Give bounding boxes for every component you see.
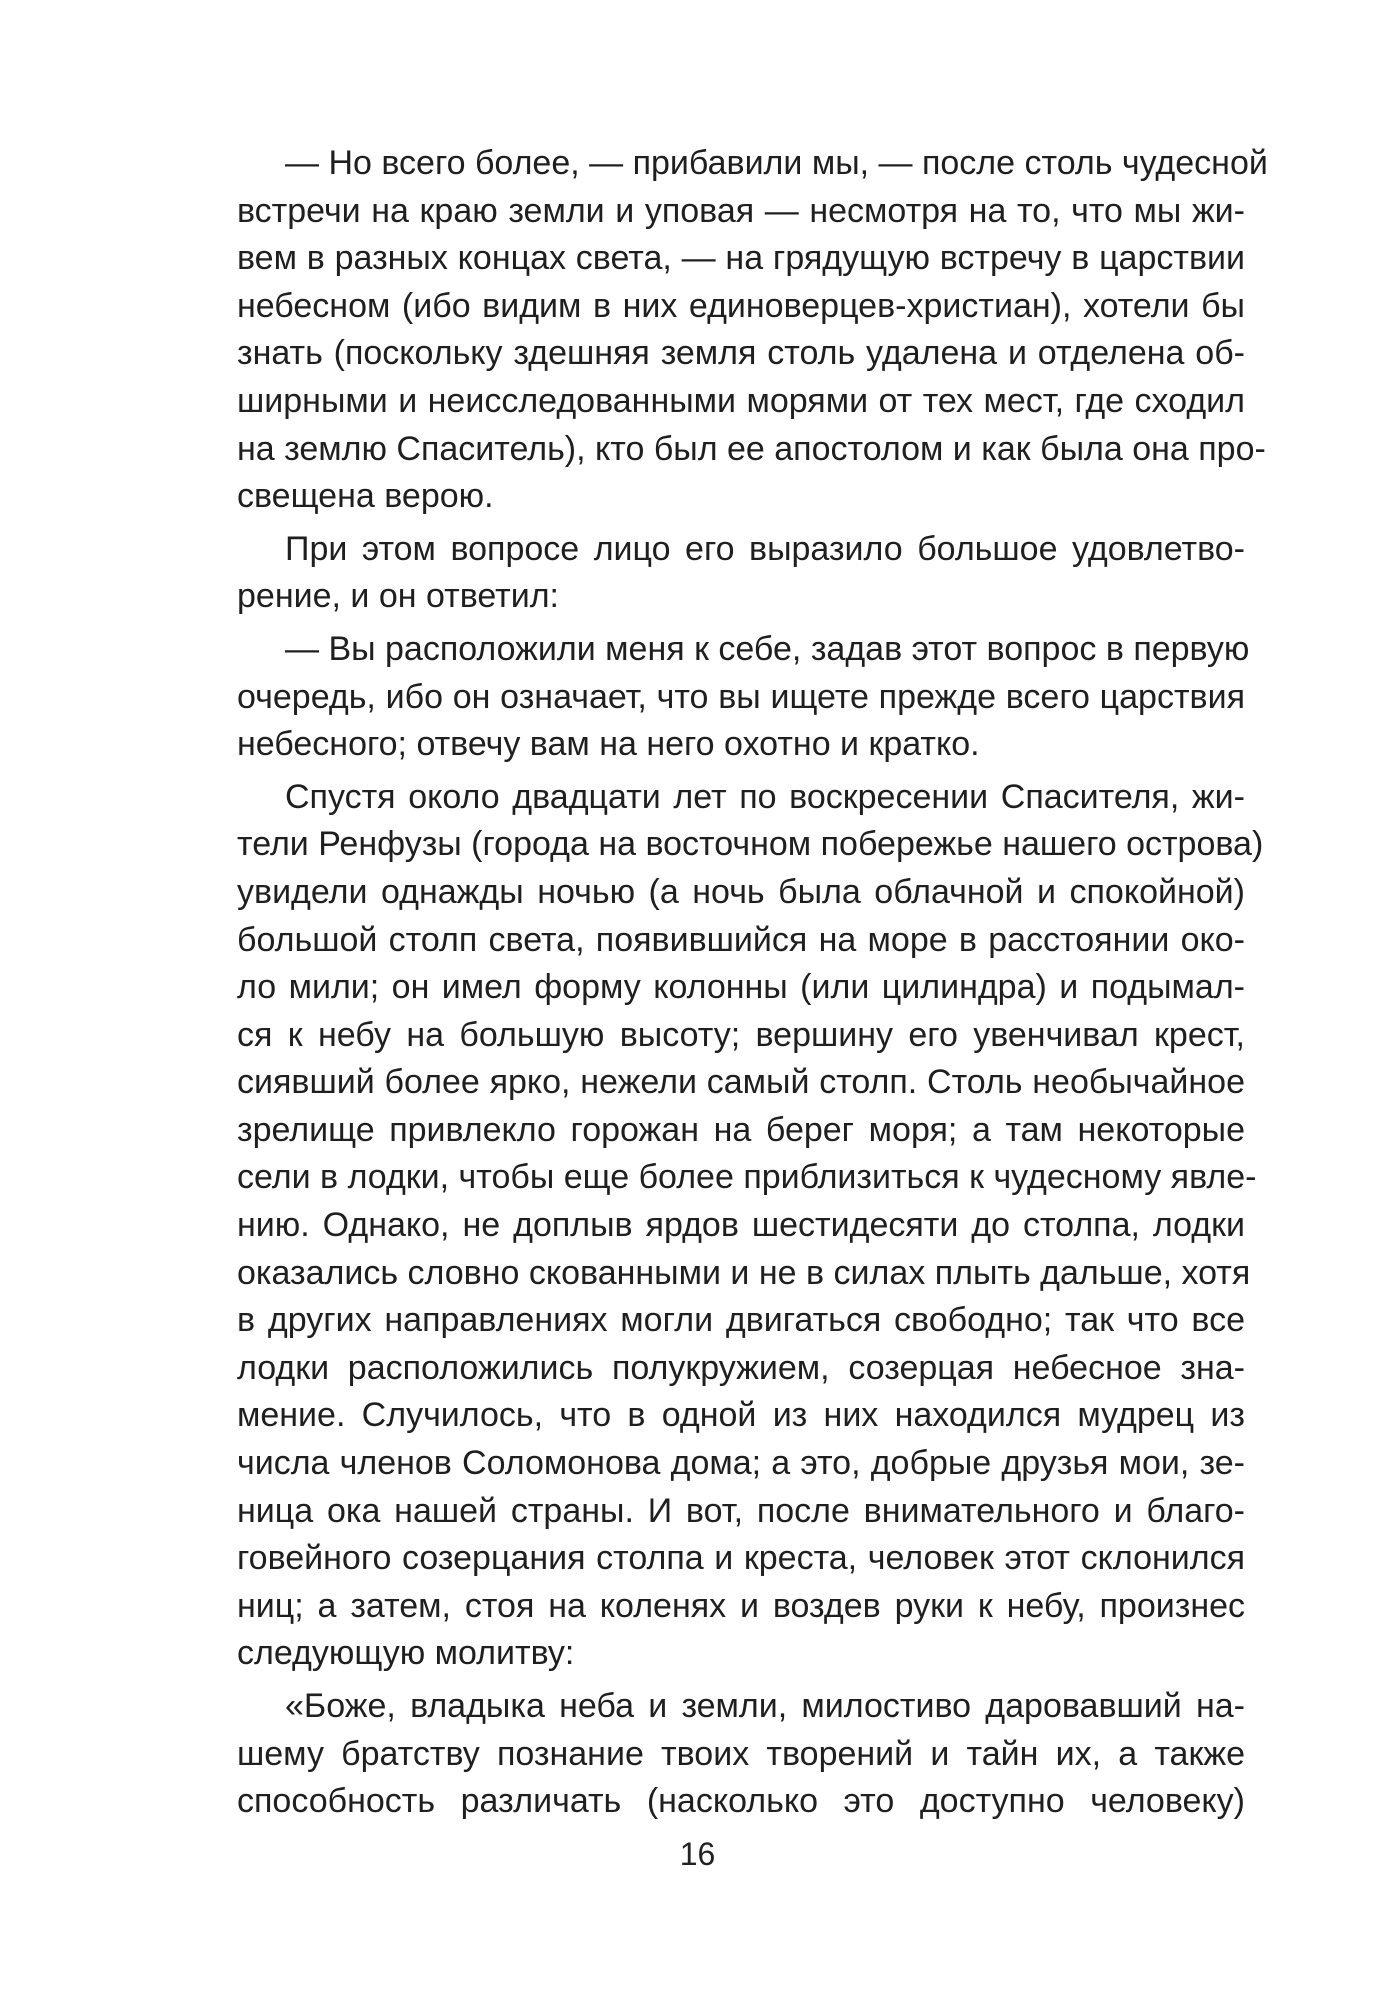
text-line: При этом вопросе лицо его выразило большое удовлетво-	[285, 529, 1245, 568]
body-text	[237, 140, 1268, 1831]
text-line: увидели однажды ночью (а ночь была облачной и спокойной)	[237, 872, 1245, 911]
text-line: нию. Однако, не доплыв ярдов шестидесяти до столпа, лодки	[237, 1206, 1245, 1245]
page-number: 16	[679, 1836, 716, 1872]
text-line: говейного созерцания столпа и креста, человек этот склонился	[237, 1539, 1245, 1578]
text-line: шему братству познание твоих творений и тайн их, а также	[237, 1734, 1245, 1773]
text-line: ница ока нашей страны. И вот, после внимательного и благо-	[237, 1491, 1245, 1530]
text-line: вем в разных концах света, — на грядущую встречу в царствии	[237, 239, 1245, 278]
text-line: числа членов Соломонова дома; а это, добрые друзья мои, зе-	[237, 1444, 1245, 1483]
text-line: свещена верою.	[237, 477, 494, 516]
text-line: встречи на краю земли и уповая — несмотря на то, что мы жи-	[237, 191, 1245, 230]
text-line: оказались словно скованными и не в силах плыть дальше, хотя	[237, 1253, 1251, 1292]
text-line: мение. Случилось, что в одной из них находился мудрец из	[237, 1396, 1245, 1435]
text-line: «Боже, владыка неба и земли, милостиво даровавший на-	[285, 1687, 1245, 1725]
text-line: зрелище привлекло горожан на берег моря; а там некоторые	[237, 1110, 1245, 1149]
text-line: — Но всего более, — прибавили мы, — после столь чудесной	[285, 144, 1268, 182]
text-line: тели Ренфузы (города на восточном побережье нашего острова)	[237, 825, 1264, 864]
text-line: лодки расположились полукружием, созерцая небесное зна-	[237, 1348, 1245, 1387]
text-line: очередь, ибо он означает, что вы ищете прежде всего царствия	[237, 677, 1245, 716]
text-line: ся к небу на большую высоту; вершину его увенчивал крест,	[237, 1015, 1245, 1054]
text-line: ло мили; он имел форму колонны (или цилиндра) и подымал-	[237, 968, 1245, 1007]
text-line: в других направлениях могли двигаться свободно; так что все	[237, 1301, 1245, 1340]
text-line: сиявший более ярко, нежели самый столп. Столь необычайное	[237, 1063, 1245, 1102]
paragraph	[237, 140, 1268, 521]
text-line: большой столп света, появившийся на море в расстоянии око-	[237, 920, 1245, 959]
text-line: Спустя около двадцати лет по воскресении Спасителя, жи-	[285, 777, 1245, 816]
text-line: — Вы расположили меня к себе, задав этот вопрос в первую	[285, 629, 1250, 668]
paragraph	[237, 1683, 1245, 1826]
text-line: рение, и он ответил:	[237, 577, 560, 616]
text-line: небесного; отвечу вам на него охотно и кратко.	[237, 725, 980, 764]
text-line: небесном (ибо видим в них единоверцев-христиан), хотели бы	[237, 286, 1245, 325]
text-line: ниц; а затем, стоя на коленях и воздев руки к небу, произнес	[237, 1586, 1245, 1625]
text-line: знать (поскольку здешняя земля столь удалена и отделена об-	[237, 334, 1245, 373]
text-line: следующую молитву:	[237, 1634, 575, 1673]
text-line: способность различать (насколько это доступно человеку)	[237, 1782, 1245, 1821]
paragraph	[237, 774, 1264, 1678]
text-line: на землю Спаситель), кто был ее апостолом и как была она про-	[237, 429, 1266, 468]
text-line: сели в лодки, чтобы еще более приблизиться к чудесному явле-	[237, 1158, 1257, 1197]
text-line: ширными и неисследованными морями от тех мест, где сходил	[237, 381, 1245, 420]
paragraph	[237, 526, 1245, 621]
paragraph	[237, 626, 1250, 769]
